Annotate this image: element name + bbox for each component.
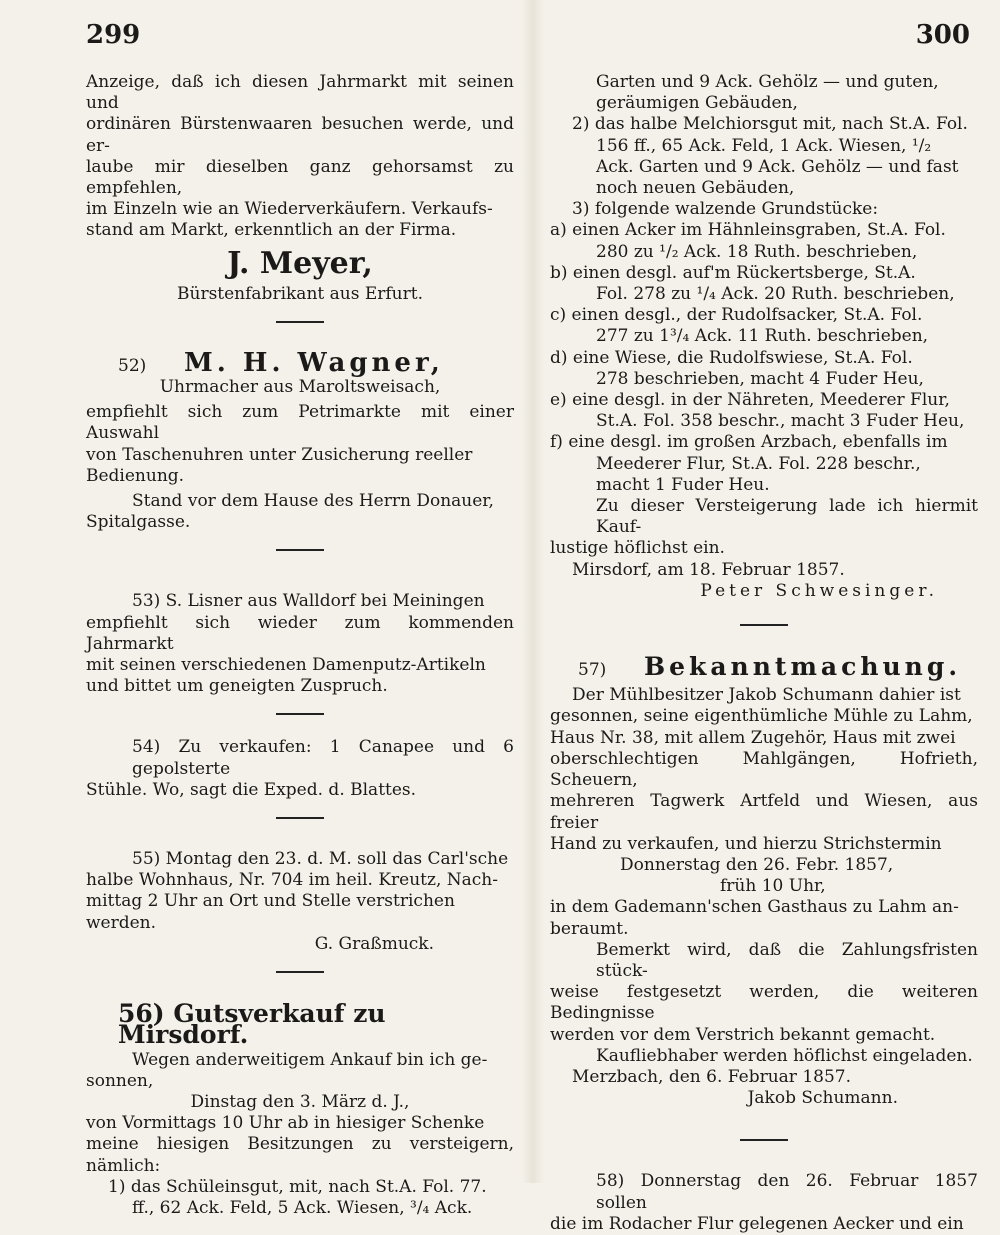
- list-item-2: [550, 114, 978, 199]
- signature-meyer: J. Meyer,: [227, 245, 373, 281]
- text-line: ordinären Bürstenwaaren besuchen werde, und er-: [86, 114, 514, 156]
- page-number-right: 300: [915, 20, 970, 50]
- text-line: Ack. Garten und 9 Ack. Gehölz — und fast: [596, 156, 959, 177]
- text-line: stand am Markt, erkenntlich an der Firma.: [86, 220, 457, 241]
- list-item-3: 3) folgende walzende Grundstücke:: [572, 199, 879, 220]
- text-line: 54) Zu verkaufen: 1 Canapee und 6 gepolsterte: [132, 737, 514, 779]
- text-line: ff., 62 Ack. Feld, 5 Ack. Wiesen, ³/₄ Ack.: [132, 1197, 473, 1218]
- text-line: 277 zu 1³/₄ Ack. 11 Ruth. beschrieben,: [596, 326, 929, 347]
- place-date: Mirsdorf, am 18. Februar 1857.: [572, 559, 845, 580]
- subitem-f: [550, 432, 978, 496]
- text-line: c) einen desgl., der Rudolfsacker, St.A. Fol.: [550, 305, 923, 326]
- text-line: geräumigen Gebäuden,: [596, 93, 798, 114]
- text-line: Anzeige, daß ich diesen Jahrmarkt mit seinen und: [86, 72, 514, 114]
- ad-title: 56) Gutsverkauf zu Mirsdorf.: [118, 999, 386, 1050]
- sale-date: Donnerstag den 26. Febr. 1857,: [620, 854, 894, 875]
- text-line: Bedienung.: [86, 465, 185, 486]
- text-line: 1) das Schüleinsgut, mit, nach St.A. Fol. 77.: [108, 1176, 487, 1197]
- page-gutter: [522, 0, 544, 1183]
- subitem-d: [550, 348, 978, 390]
- text-line: empfiehlt sich zum Petrimarkte mit einer Auswahl: [86, 402, 514, 444]
- text-line: Garten und 9 Ack. Gehölz — und guten,: [596, 72, 939, 92]
- text-line: die im Rodacher Flur gelegenen Aecker und ein: [550, 1213, 964, 1234]
- text-line: Wegen anderweitigem Ankauf bin ich ge-: [132, 1049, 488, 1070]
- text-line: b) einen desgl. auf'm Rückertsberge, St.A.: [550, 262, 916, 283]
- ad-number: 52): [118, 355, 147, 376]
- text-line: e) eine desgl. in der Nähreten, Meederer Flur,: [550, 390, 950, 411]
- sale-time: früh 10 Uhr,: [720, 876, 826, 897]
- text-line: St.A. Fol. 358 beschr., macht 3 Fuder Heu,: [596, 411, 965, 432]
- text-line: halbe Wohnhaus, Nr. 704 im heil. Kreutz, Nach-: [86, 870, 498, 891]
- text-line: und bittet um geneigten Zuspruch.: [86, 676, 388, 697]
- text-line: im Einzeln wie an Wiederverkäufern. Verkaufs-: [86, 199, 493, 220]
- signature: G. Graßmuck.: [314, 933, 434, 954]
- text-line: Zu dieser Versteigerung lade ich hiermit Kauf-: [596, 496, 978, 538]
- ad-55: [86, 849, 514, 955]
- text-line: 156 ff., 65 Ack. Feld, 1 Ack. Wiesen, ¹/₂: [596, 135, 932, 156]
- intro-text: [86, 72, 514, 242]
- text-line: a) einen Acker im Hähnleinsgraben, St.A. Fol.: [550, 220, 946, 241]
- text-line: Stand vor dem Hause des Herrn Donauer,: [132, 491, 494, 512]
- signature: Jakob Schumann.: [747, 1088, 898, 1109]
- text-line: von Taschenuhren unter Zusicherung reeller: [86, 444, 473, 465]
- page-number-left: 299: [86, 20, 141, 50]
- ad-52: [86, 347, 514, 534]
- text-line: weise festgesetzt werden, die weiteren Bedingnisse: [550, 982, 978, 1024]
- text-line: mittag 2 Uhr an Ort und Stelle verstrichen werden.: [86, 891, 455, 933]
- ad-title: Bekanntmachung.: [644, 652, 962, 682]
- text-line: empfiehlt sich wieder zum kommenden Jahrmarkt: [86, 612, 514, 654]
- text-line: oberschlechtigen Mahlgängen, Hofrieth, Scheuern,: [550, 748, 978, 791]
- text-line: Hand zu verkaufen, und hierzu Strichstermin: [550, 833, 942, 854]
- text-line: mehreren Tagwerk Artfeld und Wiesen, aus freier: [550, 791, 978, 833]
- ad-name: M. H. Wagner,: [184, 347, 444, 378]
- subitem-b: [550, 263, 978, 305]
- text-line: von Vormittags 10 Uhr ab in hiesiger Schenke: [86, 1113, 485, 1134]
- text-line: mit seinen verschiedenen Damenputz-Artikeln: [86, 655, 486, 676]
- ad-subtitle: Uhrmacher aus Maroltsweisach,: [159, 377, 441, 398]
- subitem-c: [550, 305, 978, 347]
- text-line: beraumt.: [550, 918, 629, 939]
- text-line: Haus Nr. 38, mit allem Zugehör, Haus mit zwei: [550, 727, 956, 748]
- text-line: 278 beschrieben, macht 4 Fuder Heu,: [596, 368, 924, 389]
- ad-54: [86, 737, 514, 801]
- text-line: macht 1 Fuder Heu.: [596, 474, 770, 495]
- signature: Peter Schwesinger.: [700, 580, 938, 601]
- text-line: Fol. 278 zu ¹/₄ Ack. 20 Ruth. beschrieben,: [596, 284, 955, 305]
- text-line: sonnen,: [86, 1070, 154, 1091]
- text-line: meine hiesigen Besitzungen zu versteigern, nämlich:: [86, 1134, 514, 1176]
- left-column: [86, 72, 514, 1219]
- text-line: 280 zu ¹/₂ Ack. 18 Ruth. beschrieben,: [596, 241, 918, 262]
- text-line: d) eine Wiese, die Rudolfswiese, St.A. Fol.: [550, 347, 913, 368]
- ad-number: 57): [578, 660, 607, 681]
- ad-53: [86, 591, 514, 697]
- text-line: Spitalgasse.: [86, 512, 191, 533]
- text-line: 53) S. Lisner aus Walldorf bei Meiningen: [132, 591, 485, 612]
- text-line: 58) Donnerstag den 26. Februar 1857 sollen: [596, 1171, 978, 1213]
- text-line: werden vor dem Verstrich bekannt gemacht.: [550, 1024, 936, 1045]
- right-column: [550, 72, 978, 1235]
- text-line: 55) Montag den 23. d. M. soll das Carl'sche: [132, 849, 509, 870]
- text-line: Bemerkt wird, daß die Zahlungsfristen stück-: [596, 939, 978, 981]
- text-line: Der Mühlbesitzer Jakob Schumann dahier ist: [572, 685, 961, 706]
- text-line: 2) das halbe Melchiorsgut mit, nach St.A. Fol.: [572, 114, 968, 135]
- text-line: lustige höflichst ein.: [550, 538, 725, 559]
- auction-date: Dinstag den 3. März d. J.,: [190, 1091, 410, 1112]
- ad-57: [550, 652, 978, 1109]
- ad-58: [550, 1171, 978, 1235]
- text-line: Stühle. Wo, sagt die Exped. d. Blattes.: [86, 779, 417, 800]
- signature-sub: Bürstenfabrikant aus Erfurt.: [177, 283, 423, 304]
- text-line: f) eine desgl. im großen Arzbach, ebenfalls im: [550, 432, 948, 453]
- text-line: Kaufliebhaber werden höflichst eingeladen.: [596, 1045, 973, 1066]
- text-line: laube mir dieselben ganz gehorsamst zu empfehlen,: [86, 156, 514, 199]
- text-line: Meederer Flur, St.A. Fol. 228 beschr.,: [596, 453, 921, 474]
- place-date: Merzbach, den 6. Februar 1857.: [572, 1066, 851, 1087]
- subitem-e: [550, 390, 978, 432]
- ad-56: [86, 999, 514, 1219]
- text-line: gesonnen, seine eigenthümliche Mühle zu Lahm,: [550, 706, 973, 727]
- text-line: noch neuen Gebäuden,: [596, 178, 795, 199]
- text-line: in dem Gademann'schen Gasthaus zu Lahm an-: [550, 897, 959, 918]
- subitem-a: [550, 220, 978, 262]
